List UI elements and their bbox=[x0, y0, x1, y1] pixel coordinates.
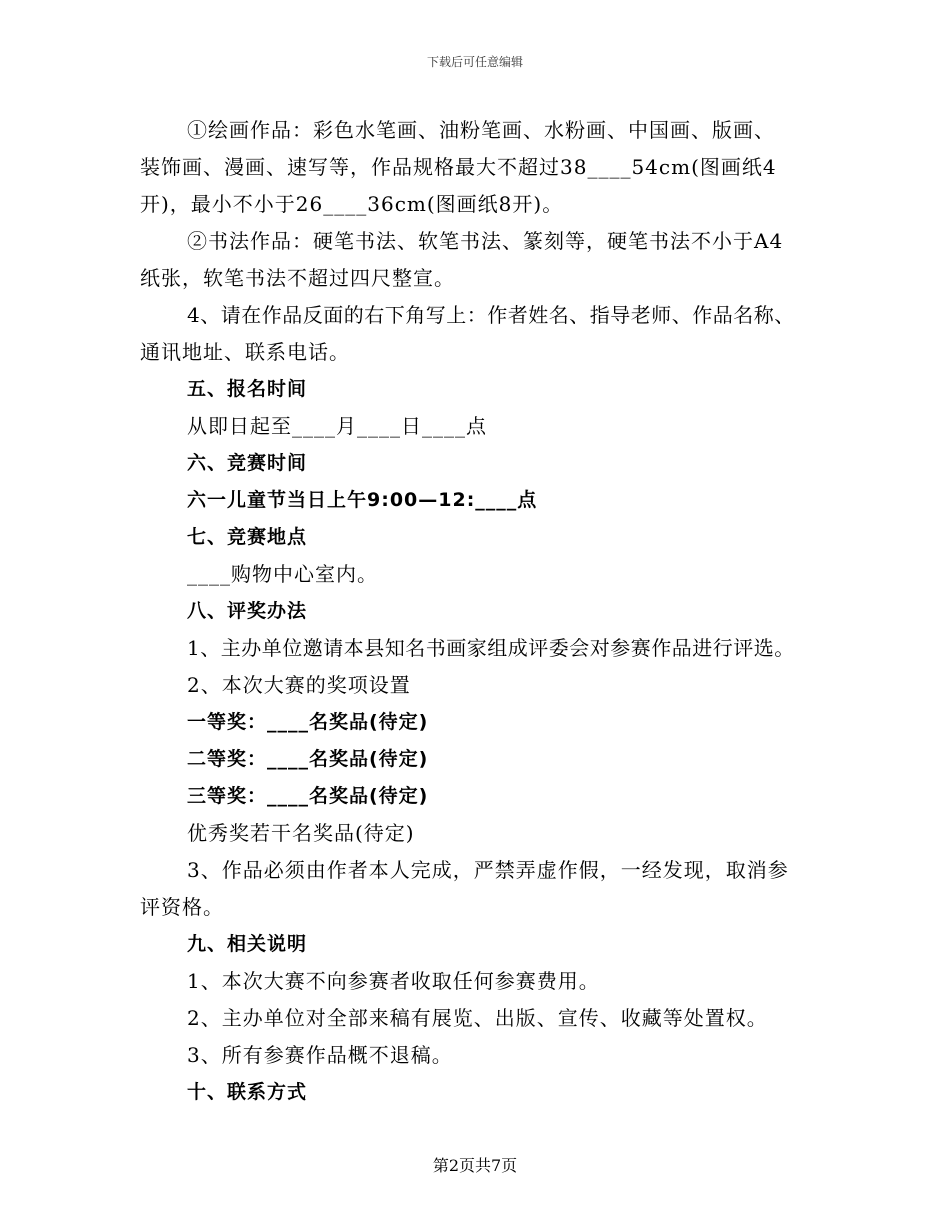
page-footer: 第2页共7页 bbox=[432, 1156, 518, 1175]
first-prize-text: 一等奖：____名奖品(待定) bbox=[187, 711, 429, 733]
paragraph-painting-works: ①绘画作品：彩色水笔画、油粉笔画、水粉画、中国画、版画、 bbox=[187, 118, 775, 142]
second-prize-text: 二等奖：____名奖品(待定) bbox=[187, 748, 429, 770]
section-heading-registration-time: 五、报名时间 bbox=[187, 378, 308, 400]
notes-item-3: 3、所有参赛作品概不退稿。 bbox=[187, 1043, 453, 1067]
section-heading-competition-venue: 七、竞赛地点 bbox=[187, 526, 308, 548]
document-body bbox=[140, 112, 830, 1111]
judging-item-2: 2、本次大赛的奖项设置 bbox=[187, 673, 411, 697]
registration-time-text: 从即日起至____月____日____点 bbox=[187, 414, 487, 438]
page-header: 下载后可任意编辑 bbox=[426, 55, 523, 69]
judging-item-1: 1、主办单位邀请本县知名书画家组成评委会对参赛作品进行评选。 bbox=[187, 636, 795, 660]
section-heading-competition-time: 六、竞赛时间 bbox=[187, 452, 308, 474]
paragraph-item-4: 4、请在作品反面的右下角写上：作者姓名、指导老师、作品名称、 bbox=[187, 303, 795, 327]
notes-item-2: 2、主办单位对全部来稿有展览、出版、宣传、收藏等处置权。 bbox=[187, 1006, 768, 1030]
section-heading-notes: 九、相关说明 bbox=[187, 933, 308, 955]
paragraph-calligraphy-works-cont: 纸张，软笔书法不超过四尺整宣。 bbox=[140, 266, 455, 290]
section-heading-contact: 十、联系方式 bbox=[187, 1081, 308, 1103]
paragraph-painting-works-cont: 开)，最小不小于26____36cm(图画纸8开)。 bbox=[140, 192, 564, 216]
excellence-prize-text: 优秀奖若干名奖品(待定) bbox=[187, 821, 415, 845]
notes-item-1: 1、本次大赛不向参赛者收取任何参赛费用。 bbox=[187, 969, 600, 993]
third-prize-text: 三等奖：____名奖品(待定) bbox=[187, 785, 429, 807]
competition-venue-text: ____购物中心室内。 bbox=[187, 562, 378, 586]
competition-time-text: 六一儿童节当日上午9:00—12:____点 bbox=[187, 489, 538, 511]
paragraph-calligraphy-works: ②书法作品：硬笔书法、软笔书法、篆刻等，硬笔书法不小于A4 bbox=[187, 229, 784, 253]
paragraph-item-4-cont: 通讯地址、联系电话。 bbox=[140, 340, 350, 364]
judging-item-3-cont: 评资格。 bbox=[140, 895, 224, 919]
paragraph-painting-works-cont: 装饰画、漫画、速写等，作品规格最大不超过38____54cm(图画纸4 bbox=[140, 155, 777, 179]
judging-item-3: 3、作品必须由作者本人完成，严禁弄虚作假，一经发现，取消参 bbox=[187, 858, 789, 882]
section-heading-judging-method: 八、评奖办法 bbox=[187, 600, 308, 622]
